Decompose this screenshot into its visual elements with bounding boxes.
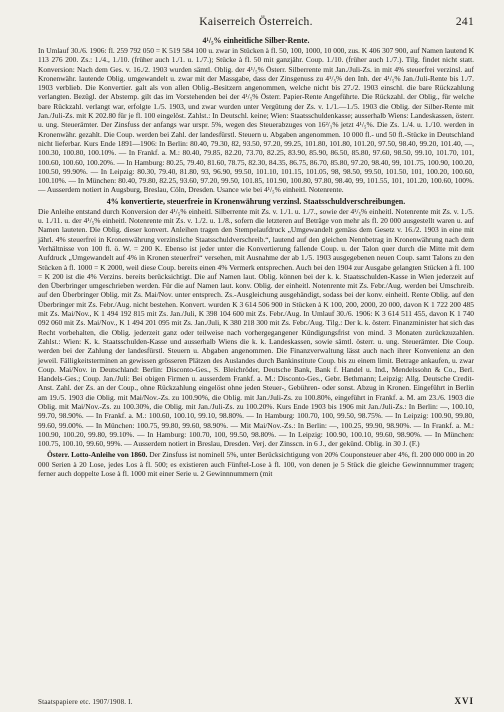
section-lotto-anleihe xyxy=(38,450,474,478)
running-title: Kaiserreich Österreich. xyxy=(199,16,313,28)
page-body xyxy=(38,36,474,478)
section-heading-konvertierte: 4% konvertierte, steuerfreie in Kronenwährung verzinsl. Staatsschuldverschreibungen. xyxy=(106,196,406,206)
section-heading-silver-rente: 4¹/₅% einheitliche Silber-Rente. xyxy=(202,36,310,45)
page-number: 241 xyxy=(455,16,474,28)
signature-mark: XVI xyxy=(454,696,474,706)
section-heading-lotto: Österr. Lotto-Anleihe von 1860. xyxy=(47,450,148,460)
footer-publication: Staatspapiere etc. 1907/1908. I. xyxy=(38,698,133,706)
section-paragraph: Die Anleihe entstand durch Konversion der 4¹/₅% einheitl. Silberrente mit Zs. v. 1./1. u. 1./7., sowie der 4¹/₅% einheitl. Notenrente mit Zs. v. 1./5. u. 1./11. u. der 4¹/₅% einheitl. Notenrente mit Zs. v. 1./2. u. 1./8., sofern die letzteren auf Beträge von mehr als fl. 20 000 ausgestellt waren u. auf Namen lauteten. Die Oblig. dieser konvert. Anleihen tragen den Stempelaufdruck „Umgewandelt gemäss dem Gesetz v. 16./2. 1903 in eine mit jährl. 4% steuerfrei in Kronenwährung verzinsliche Staatsschuldverschreib.“, lautend auf den gleichen Nennbetrag in Kronenwährung nach dem Verhältnisse von 100 fl. ö. W. = 200 K. Ebenso ist jeder unter die Konvertierung fallende Coup. u. der Talon quer durch die Mitte mit dem Aufdruck „Umgewandelt auf 4% in Kronen steuerfrei“ versehen, mit Ausnahme der ab 1./5. 1903 ausgegebenen neuen Coup. samt Talons zu den Stücken à fl. 1000 = K 2000, weil diese Coup. bereits einen 4% Vermerk entsprechen. Auch bei den 1904 zur Ausgabe gelangten Stücken à fl. 100 = K 200 ist die 4% Verzins. bereits berücksichtigt. Die auf Namen laut. Oblig. können bei der k. k. Staatsschulden-Kasse in Wien jederzeit auf den Überbringer umgeschrieben werden. Für die auf Namen laut. konv. Oblig. der einheitl. Notenrente mit Zs. Febr./Aug. werden bei Umschreib. auf den Überbringer Oblig. mit Zs. Mai/Nov. unter entsprech. Zs.-Ausgleichung ausgehändigt, sodass bei der konv. einheitl. Rente Oblig. auf den Überbringer mit Zs. Febr./Aug. nicht bestehen. Konvert. wurden K 3 614 506 900 in Stücken à K 100, 200, 2000, 20 000, davon K 1 722 200 485 mit Zs. Mai/Nov., K 1 494 192 815 mit Zs. Jan./Juli, K 398 104 600 mit Zs. Febr./Aug. In Umlauf 30./6. 1906: K 3 614 511 455, davon K 1 740 092 060 mit Zs. Mai/Nov., K 1 494 201 095 mit Zs. Jan./Juli, K 380 218 300 mit Zs. Febr./Aug. Tilg.: Der k. k. österr. Finanzminister hat sich das Recht vorbehalten, die Oblig. jederzeit ganz oder teilweise nach vorhergegangener Kündigungsfrist von mind. 3 Monaten zurückzuzahlen. Zahlst.: Wien: K. k. Staatsschulden-Kasse und ausserhalb Wiens die k. k. Landeskassen, sowie sämtl. österr. u. ung. Steuerämter. Die Coup. werden bei der Zahlung der landesfürstl. Steuern u. Abgaben angenommen. Die Finanzverwaltung lässt auch nach ihrer Konvenienz an den jeweil. Fälligkeitsterminen an gewissen grösseren Plätzen des Auslandes durch Bankinstitute Coup. bis zu einem limit. Betrage ankaufen, u. zwar Coup. Mai/Nov. in Deutschland: Berlin: Disconto-Ges., S. Bleichröder, Deutsche Bank, Bank f. Handel u. Ind., Mendelssohn & Co., Berl. Handels-Ges.; Coup. Jan./Juli: Bei obigen Firmen u. ausserdem Frankf. a. M.: Disconto-Ges., Gebr. Bethmann; Leipzig: Allg. Deutsche Credit-Anst. Zahl. der Zs. an der Coup., ohne Rückzahlung eingelöst ohne jeden Steuer-, Gebühren- oder sonst. Abzug in Kronen. Eingeführt in Berlin am 19./5. 1903 die Oblig. mit Mai/Nov.-Zs. zu 100.90%, die Oblig. mit Jan./Juli-Zs. zu 100.80%, eingeführt in Frankf. a. M. am 23./6. 1903 die Oblig. mit Mai/Nov.-Zs. zu 100.30%, die Oblig. mit Jan./Juli-Zs. zu 100.20%. Kurs Ende 1903 bis 1906 mit Jan./Juli-Zs.: In Berlin: —, 100.10, 99.70, 98.90%. — In Frankf. a. M.: 100.60, 100.10, 99.10, 98.80%. — In Hamburg: 100.70, 100, 99.50, 98.75%. — In Leipzig: 100.90, 99.80, 99.60, 99.00%. — In München: 100.75, 99.80, 99.60, 98.90%. — Mit Mai/Nov.-Zs.: In Berlin: —, 100.25, 99.90, 98.90%. — In Frankf. a. M.: 100.90, 100.20, 99.80, 99.10%. — In Hamburg: 100.70, 100, 99.50, 98.80%. — In Leipzig: 100.90, 100.10, 99.60, 98.90%. — In München: 100.75, 100.10, 99.60, 99%. — Ausserdem notiert in Breslau, Dresden. Verj. der Zinsscn. in 6 J., der gekünd. Oblig. in 30 J. (F.) xyxy=(38,206,474,449)
section-text: Der Zinsfuss ist nominell 5%, unter Berücksichtigung von 20% Couponsteuer aber 4%, fl. 200 000 000 in 20 000 Serien à 20 Lose, jedes Los à fl. 500; es existieren auch Fünftel-Lose à fl. 100, von denen je 5 Stück die gleiche Gewinnnummer tragen; ferner auch doppelte Lose à fl. 1000 mit einer Serie u. 2 Gewinnnummern (mit xyxy=(38,450,474,479)
page-header xyxy=(38,14,474,34)
section-paragraph: In Umlauf 30./6. 1906: fl. 259 792 050 = K 519 584 100 u. zwar in Stücken à fl. 50, 100, 1000, 10 000, zus. K 406 307 900, auf Namen lautend K 113 276 200. Zs.: 1./4., 1./10. (früher auch 1./1. u. 1./7.); Stücke à fl. 50 mit ganzjähr. Coup. 1./10. (früher auch 1./7.). Tilg. findet nicht statt. Konversion: Nach dem Ges. v. 16./2. 1903 wurden sämtl. Oblig. der 4¹/₅% Österr. Silberrente mit Jan./Juli-Zs. in mit 4% steuerfrei verzinsl. auf Kronenwähr. lautende Oblig. umgewandelt u. zwar mit der Massgabe, dass der Zinsgenuss zu 4¹/₅% den Inh. der 4¹/₅% Jan./Juli-Rente bis 1./7. 1903 verblieb. Die Konvertier. galt als von allen Oblig.-Besitzern angenommen, welche nicht bis 27./2. 1903 einschl. die bare Rückzahlung verlangten. Bezügl. der Abstemp. gilt das im Vorstehenden bei der 4¹/₅% Österr. Papier-Rente Angeführte. Die Rückzahl. der Oblig., für welche bare Rückzahl. verlangt war, erfolgte 1./5. 1903, und zwar wurden unter Vergütung der Zs. v. 1./1.—1./5. 1903 die Oblig. der Silber-Rente mit Jan./Juli-Zs. mit K 202.80 für je fl. 100 eingelöst. Zahlst.: In Deutschl. keine; Wien: Staatsschuldenkasse; ausserhalb Wiens: Landeskassen, österr. u. ung. Steuerämter. Der Zinsfuss der anfangs war urspr. 5%, wegen des Steuerabzuges von 16²/₃% jetzt 4¹/₅%. Die Zs. 1./4. u. 1./10. werden in Kronenwähr. gezahlt. Die Coup. werden bei Zahl. der landesfürstl. Steuern u. Abgaben angenommen. 10 000 fl.- und 50 fl.-Stücke in Deutschland nicht lieferbar. Kurs Ende 1891—1906: In Berlin: 80.40, 79.30, 82, 93.50, 97.20, 99.25, 101.80, 101.80, 101.20, 97.50, 98.40, 99.20, 101.40, —, 100.30, 100.80, 100.10%. — In Frankf. a. M.: 80.40, 79.85, 82.20, 73.70, 82.25, 83.90, 85.90, 86.50, 85.80, 97.60, 98.50, 99.10, 101.70, 101, 100.60, 100.60, 100.20%. — In Hamburg: 80.25, 79.40, 81.60, 78.75, 82.30, 84.35, 86.75, 86.70, 85.80, 97.20, 98.40, 99, 101.75, 100.90, 100.20, 100.50, 99.90%. — In Leipzig: 80.30, 79.40, 81.80, 93, 96.90, 99.50, 101.10, 101.15, 101.05, 98, 98.50, 99.50, 101.50, 101, 100.20, 100.60, 100.10%. — In München: 80.40, 79.80, 82.25, 93.60, 97.20, 99.50, 101.85, 101.90, 100.80, 97.80, 98.40, 99, 101.55, 101, 101.20, 100.60, 100%. — Ausserdem notiert in Augsburg, Breslau, Cöln, Dresden. Usance wie bei 4¹/₅% einheitl. Notenrente. xyxy=(38,46,474,195)
page-footer xyxy=(38,696,474,706)
